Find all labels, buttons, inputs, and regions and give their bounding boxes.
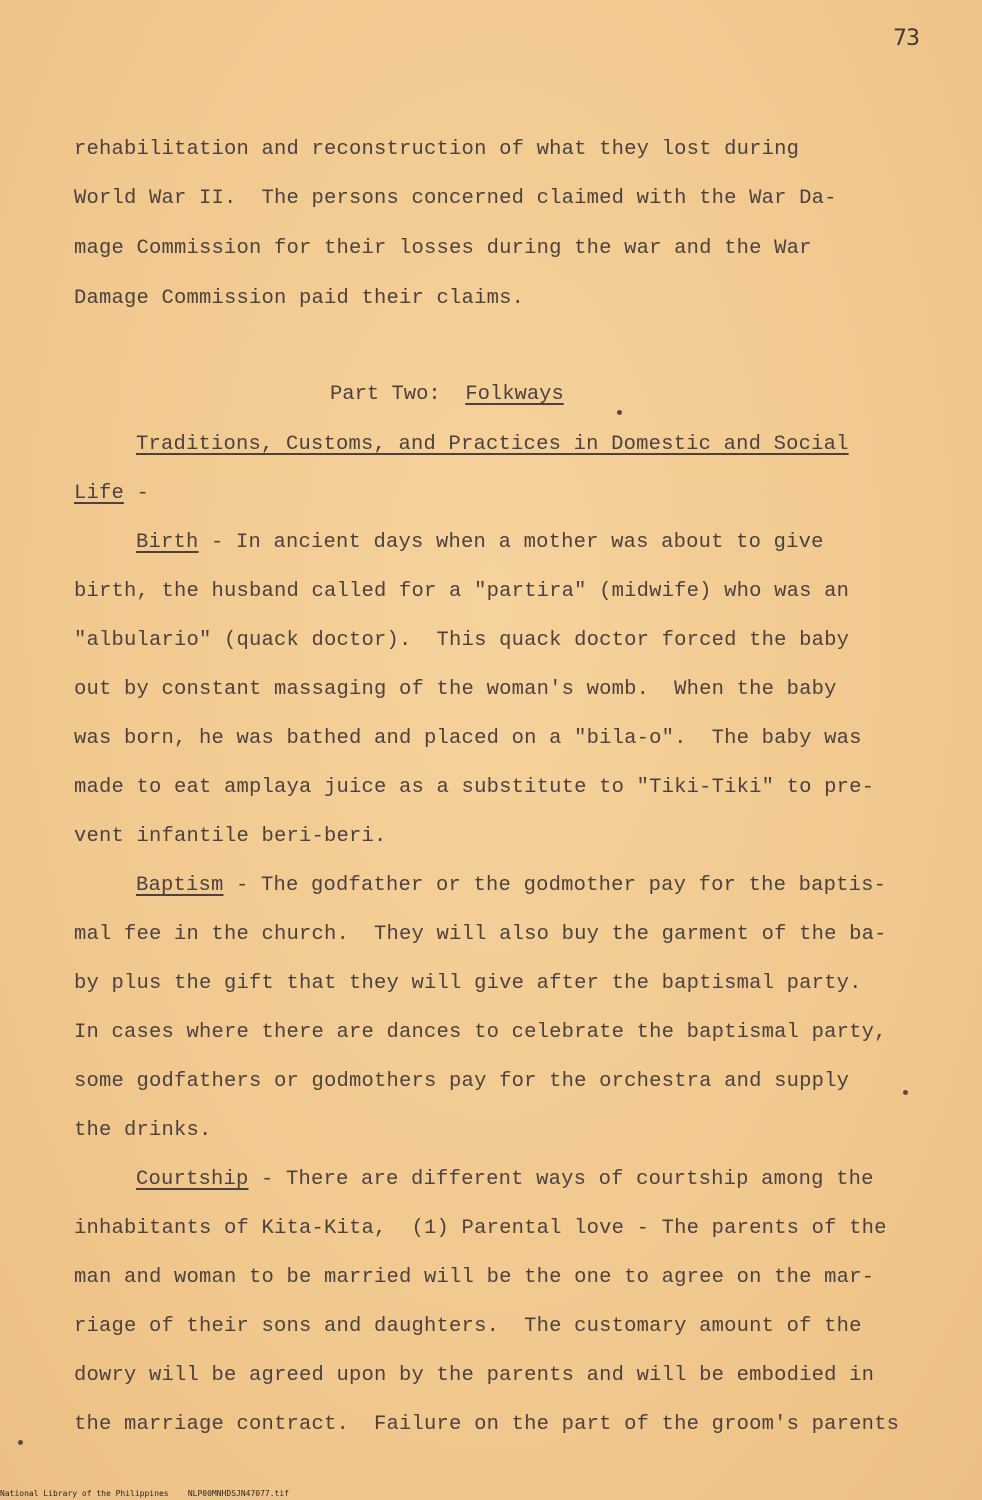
birth-line-1 xyxy=(136,531,824,554)
baptism-line-4: In cases where there are dances to celebrate the baptismal party, xyxy=(74,1021,887,1044)
baptism-term: Baptism xyxy=(136,874,224,897)
part-heading xyxy=(330,383,564,406)
courtship-line-5: dowry will be agreed upon by the parents and will be embodied in xyxy=(74,1364,875,1387)
scan-footer xyxy=(0,1489,289,1498)
birth-line-7: vent infantile beri-beri. xyxy=(74,825,387,848)
courtship-text-1: - There are different ways of courtship among the xyxy=(248,1168,874,1191)
birth-line-2: birth, the husband called for a "partira" (midwife) who was an xyxy=(74,580,850,603)
birth-line-4: out by constant massaging of the woman's womb. When the baby xyxy=(74,678,837,701)
ink-speck xyxy=(903,1090,908,1095)
courtship-term: Courtship xyxy=(136,1168,249,1191)
birth-line-5: was born, he was bathed and placed on a "bila-o". The baby was xyxy=(74,727,862,750)
birth-line-3: "albulario" (quack doctor). This quack doctor forced the baby xyxy=(74,629,850,652)
part-heading-prefix: Part Two: xyxy=(330,383,466,406)
section-heading-line-2 xyxy=(74,482,149,505)
paragraph1-line-2: World War II. The persons concerned claimed with the War Da- xyxy=(74,187,837,210)
courtship-line-2: inhabitants of Kita-Kita, (1) Parental love - The parents of the xyxy=(74,1217,887,1240)
baptism-line-6: the drinks. xyxy=(74,1119,212,1142)
courtship-line-6: the marriage contract. Failure on the part of the groom's parents xyxy=(74,1413,900,1436)
ink-speck xyxy=(617,410,622,415)
courtship-line-1 xyxy=(136,1168,874,1191)
page-number: 73 xyxy=(893,26,919,51)
baptism-text-1: - The godfather or the godmother pay for the baptis- xyxy=(223,874,887,897)
folkways-title: Folkways xyxy=(465,383,564,406)
paragraph1-line-1: rehabilitation and reconstruction of what they lost during xyxy=(74,138,800,161)
ink-speck xyxy=(18,1440,23,1445)
birth-line-6: made to eat amplaya juice as a substitute to "Tiki-Tiki" to pre- xyxy=(74,776,875,799)
section-heading-text-2: Life xyxy=(74,482,125,505)
paragraph1-line-3: mage Commission for their losses during the war and the War xyxy=(74,237,812,260)
section-heading-text-1: Traditions, Customs, and Practices in Domestic and Social xyxy=(136,433,849,456)
footer-library: National Library of the Philippines xyxy=(0,1489,169,1498)
section-heading-suffix: - xyxy=(124,482,150,505)
courtship-line-4: riage of their sons and daughters. The customary amount of the xyxy=(74,1315,862,1338)
baptism-line-3: by plus the gift that they will give after the baptismal party. xyxy=(74,972,862,995)
footer-file: NLP00MNHDSJN47077.tif xyxy=(187,1489,289,1498)
baptism-line-5: some godfathers or godmothers pay for the orchestra and supply xyxy=(74,1070,850,1093)
section-heading-line-1 xyxy=(136,433,849,456)
paragraph1-line-4: Damage Commission paid their claims. xyxy=(74,287,525,310)
baptism-line-2: mal fee in the church. They will also buy the garment of the ba- xyxy=(74,923,887,946)
baptism-line-1 xyxy=(136,874,886,897)
birth-text-1: - In ancient days when a mother was about to give xyxy=(198,531,824,554)
courtship-line-3: man and woman to be married will be the one to agree on the mar- xyxy=(74,1266,875,1289)
birth-term: Birth xyxy=(136,531,199,554)
